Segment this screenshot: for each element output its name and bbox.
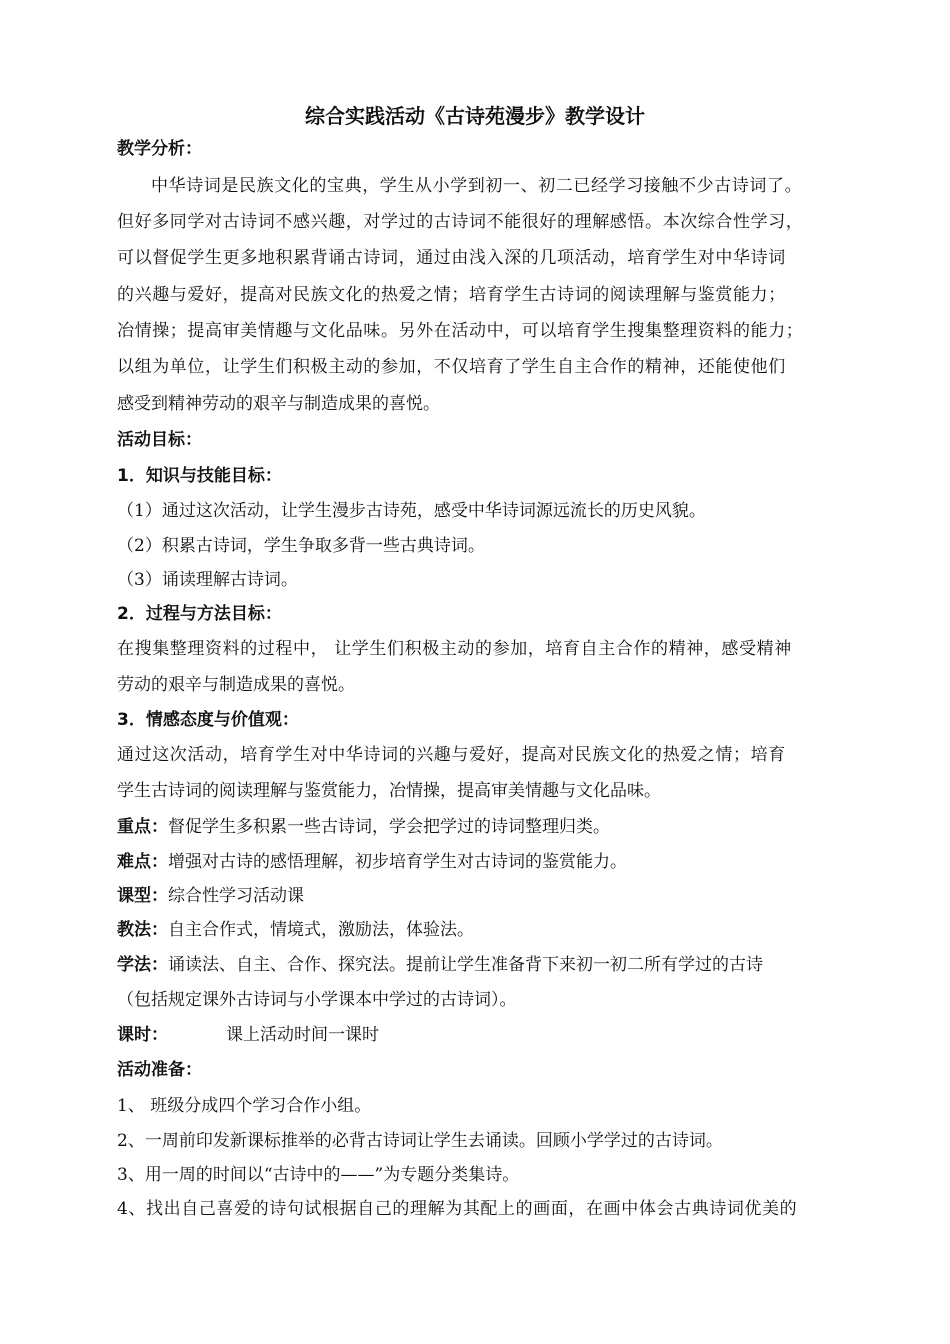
analysis-line: 的兴趣与爱好，提高对民族文化的热爱之情；培育学生古诗词的阅读理解与鉴赏能力； — [117, 285, 786, 305]
goal1-item: （2）积累古诗词，学生争取多背一些古典诗词。 — [117, 536, 485, 556]
goal2-line: 劳动的艰辛与制造成果的喜悦。 — [117, 675, 355, 695]
difficult-label: 难点： — [117, 852, 168, 872]
analysis-line: 以组为单位，让学生们积极主动的参加，不仅培育了学生自主合作的精神，还能使他们 — [117, 357, 786, 377]
goal1-heading: 1．知识与技能目标： — [117, 466, 282, 486]
lesson-type — [117, 884, 867, 908]
teach-text: 自主合作式，情境式，激励法，体验法。 — [168, 920, 474, 940]
hours-label: 课时： — [117, 1025, 168, 1045]
learn-text: 诵读法、自主、合作、探究法。提前让学生准备背下来初一初二所有学过的古诗 — [168, 955, 763, 975]
analysis-line: 冶情操；提高审美情趣与文化品味。另外在活动中，可以培育学生搜集整理资料的能力； — [117, 321, 804, 341]
key-label: 重点： — [117, 817, 168, 837]
document-title: 综合实践活动《古诗苑漫步》教学设计 — [305, 104, 645, 128]
teaching-method — [117, 918, 867, 942]
goal3-line: 通过这次活动，培育学生对中华诗词的兴趣与爱好，提高对民族文化的热爱之情；培育 — [117, 745, 786, 765]
goal1-item: （3）诵读理解古诗词。 — [117, 570, 298, 590]
key-text: 督促学生多积累一些古诗词，学会把学过的诗词整理归类。 — [168, 817, 610, 837]
analysis-line: 感受到精神劳动的艰辛与制造成果的喜悦。 — [117, 394, 440, 414]
prep-item: 2、一周前印发新课标推举的必背古诗词让学生去诵读。回顾小学学过的古诗词。 — [117, 1131, 723, 1151]
key-point — [117, 815, 867, 839]
goal2-line: 在搜集整理资料的过程中， 让学生们积极主动的参加，培育自主合作的精神，感受精神 — [117, 639, 792, 659]
hours-text: 课上活动时间一课时 — [226, 1025, 379, 1045]
prep-heading: 活动准备： — [117, 1060, 202, 1080]
type-text: 综合性学习活动课 — [168, 886, 304, 906]
goal2-heading: 2．过程与方法目标： — [117, 604, 282, 624]
class-hours — [117, 1023, 867, 1047]
goal3-line: 学生古诗词的阅读理解与鉴赏能力，冶情操，提高审美情趣与文化品味。 — [117, 781, 661, 801]
goals-heading: 活动目标： — [117, 430, 202, 450]
prep-item: 1、 班级分成四个学习合作小组。 — [117, 1096, 372, 1116]
analysis-line: 中华诗词是民族文化的宝典，学生从小学到初一、初二已经学习接触不少古诗词了。 — [151, 176, 803, 196]
type-label: 课型： — [117, 886, 168, 906]
goal3-heading: 3．情感态度与价值观： — [117, 710, 299, 730]
goal1-item: （1）通过这次活动，让学生漫步古诗苑，感受中华诗词源远流长的历史风貌。 — [117, 501, 706, 521]
difficult-point — [117, 850, 867, 874]
learning-method-cont: （包括规定课外古诗词与小学课本中学过的古诗词）。 — [117, 990, 517, 1010]
analysis-line: 可以督促学生更多地积累背诵古诗词，通过由浅入深的几项活动，培育学生对中华诗词 — [117, 248, 786, 268]
analysis-line: 但好多同学对古诗词不感兴趣，对学过的古诗词不能很好的理解感悟。本次综合性学习， — [117, 212, 804, 232]
prep-item: 4、找出自己喜爱的诗句试根据自己的理解为其配上的画面，在画中体会古典诗词优美的 — [117, 1199, 798, 1219]
analysis-heading: 教学分析： — [117, 139, 202, 159]
teach-label: 教法： — [117, 920, 168, 940]
learning-method — [117, 953, 867, 977]
learn-label: 学法： — [117, 955, 168, 975]
prep-item: 3、用一周的时间以“古诗中的——”为专题分类集诗。 — [117, 1165, 520, 1185]
difficult-text: 增强对古诗的感悟理解，初步培育学生对古诗词的鉴赏能力。 — [168, 852, 627, 872]
